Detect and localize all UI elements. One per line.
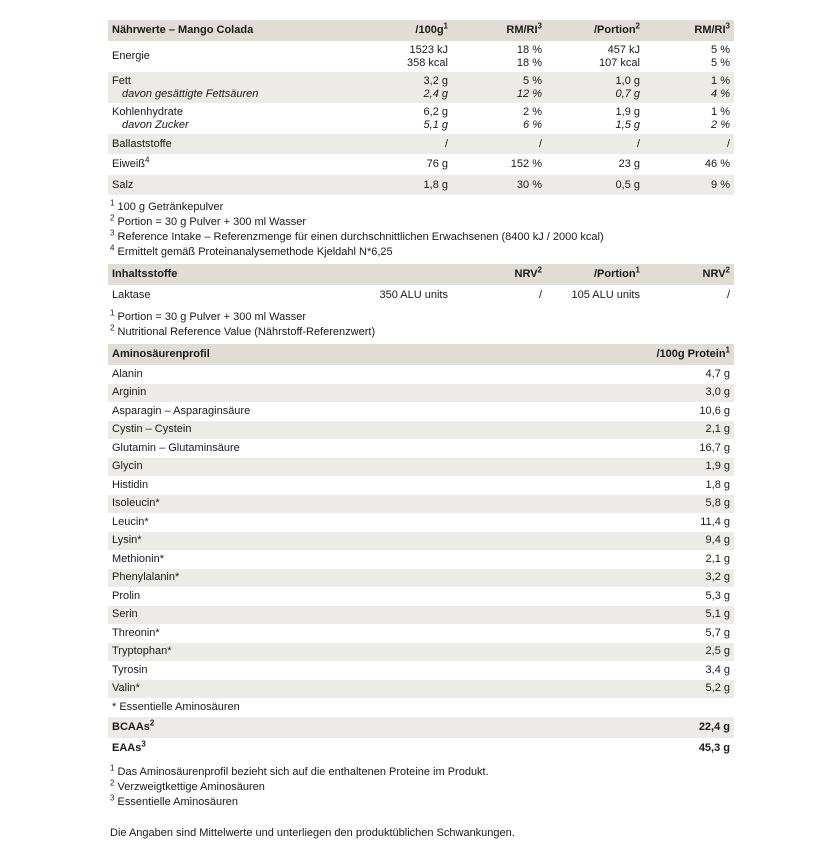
bcaa-value: 22,4 g — [568, 717, 734, 738]
row-value: / — [644, 134, 734, 154]
row-value: 18 % 18 % — [516, 43, 542, 69]
amino-acid-value: 16,7 g — [699, 441, 730, 454]
per100-protein-header: /100g Protein$^1$ — [568, 344, 734, 365]
nrv-header: NRV$^2$ — [452, 264, 546, 285]
bcaa-row — [108, 717, 734, 738]
amino-acid-value: 2,1 g — [705, 552, 730, 565]
table-row — [108, 72, 734, 103]
nutrition-header-row — [108, 20, 734, 41]
table-row — [108, 154, 734, 175]
row-value: 1,8 g — [378, 175, 452, 195]
row-value: 457 kJ 107 kcal — [599, 43, 640, 69]
amino-acid-name: Valin* — [108, 680, 568, 699]
table-row — [108, 103, 734, 134]
per100-header: $/100g^1$ — [378, 20, 452, 41]
row-label: Fett davon gesättigte Fettsäuren — [108, 72, 378, 103]
amino-acid-name: Alanin — [112, 367, 143, 380]
amino-acid-name: Glycin — [108, 458, 568, 477]
footnote: $^3$ Essentielle Aminosäuren — [110, 793, 238, 808]
nutrition-footnotes — [108, 195, 734, 264]
row-value: / — [726, 289, 730, 301]
eaa-row — [108, 738, 734, 759]
amino-acid-name: Leucin* — [112, 515, 149, 528]
nutrition-title: Nährwerte – Mango Colada — [108, 20, 378, 41]
nutrition-table — [108, 20, 734, 195]
table-row — [108, 476, 734, 495]
footnote: $^1$ Portion = 30 g Pulver + 300 ml Wasser — [110, 308, 307, 323]
eaa-label: EAAs$^3$ — [112, 739, 146, 754]
row-value: 1523 kJ 358 kcal — [407, 43, 448, 69]
table-row — [108, 587, 734, 606]
table-row — [108, 550, 734, 569]
table-row — [108, 134, 734, 154]
row-value: 1 % 2 % — [711, 105, 730, 131]
amino-acid-name: Histidin — [112, 478, 149, 491]
amino-header-row — [108, 344, 734, 365]
table-row — [108, 439, 734, 458]
row-value: 3,2 g 2,4 g — [378, 72, 452, 103]
row-label: Laktase — [112, 289, 151, 301]
footnote: $^4$ Ermittelt gemäß Proteinanalysemethode Kjeldahl N*6,25 — [110, 243, 393, 258]
row-value: 6,2 g 5,1 g — [423, 105, 448, 131]
row-label: Ballaststoffe — [108, 134, 378, 154]
amino-acid-name: Phenylalanin* — [108, 569, 568, 588]
amino-acid-name: Lysin* — [108, 532, 568, 551]
row-label: Energie — [112, 50, 150, 62]
amino-acid-value: 5,2 g — [568, 680, 734, 699]
amino-acid-value: 1,9 g — [568, 458, 734, 477]
amino-acid-name: Cystin – Cystein — [108, 421, 568, 440]
amino-acid-value: 3,0 g — [568, 384, 734, 403]
row-value: 5 % 12 % — [452, 72, 546, 103]
table-row — [108, 495, 734, 514]
amino-footnotes — [108, 759, 734, 814]
row-value: 2 % 6 % — [523, 105, 542, 131]
row-value: 46 % — [704, 158, 730, 170]
ingredients-header-row — [108, 264, 734, 285]
row-value: 350 ALU units — [379, 289, 448, 301]
row-value: 5 % 5 % — [711, 43, 730, 69]
row-value: 1,9 g 1,5 g — [615, 105, 640, 131]
amino-acid-value: 3,4 g — [705, 663, 730, 676]
row-value: 9 % — [644, 175, 734, 195]
row-value: / — [378, 134, 452, 154]
amino-acid-name: Prolin — [112, 589, 141, 602]
rm-ri-portion-header: $RM/RI^3$ — [644, 20, 734, 41]
row-value: 76 g — [426, 158, 448, 170]
table-row — [108, 384, 734, 403]
amino-acid-name: Asparagin – Asparaginsäure — [112, 404, 251, 417]
amino-title: Aminosäurenprofil — [108, 344, 568, 365]
row-label: Salz — [108, 175, 378, 195]
row-label: Eiweiß$^4$ — [112, 155, 150, 170]
row-value: 30 % — [452, 175, 546, 195]
table-row — [108, 513, 734, 532]
row-value: / — [538, 289, 542, 301]
table-row — [108, 606, 734, 625]
footnote: $^2$ Nutritional Reference Value (Nährstoff-Referenzwert) — [110, 323, 376, 338]
row-value: / — [546, 134, 644, 154]
row-value: 105 ALU units — [571, 289, 640, 301]
amino-acid-name: Tyrosin — [112, 663, 148, 676]
row-label: Kohlenhydrate davon Zucker — [112, 105, 189, 131]
row-value: / — [452, 134, 546, 154]
amino-acid-value: 11,4 g — [700, 515, 730, 528]
per-portion-header: /Portion$^1$ — [546, 264, 644, 285]
ingredients-table — [108, 264, 734, 306]
table-row — [108, 532, 734, 551]
amino-acid-value: 9,4 g — [568, 532, 734, 551]
table-row — [108, 624, 734, 643]
footnote: $^1$ Das Aminosäurenprofil bezieht sich auf die enthaltenen Proteine im Produkt. — [110, 763, 489, 778]
amino-acid-name: Tryptophan* — [108, 643, 568, 662]
table-row — [108, 365, 734, 384]
table-row — [108, 421, 734, 440]
table-row — [108, 680, 734, 699]
row-value: 0,5 g — [546, 175, 644, 195]
amino-acid-name: Threonin* — [112, 626, 160, 639]
row-value: 23 g — [618, 158, 640, 170]
amino-acid-value: 1,8 g — [705, 478, 730, 491]
amino-acid-name: Arginin — [108, 384, 568, 403]
table-row — [108, 41, 734, 72]
eaa-value: 45,3 g — [698, 742, 730, 754]
bcaa-label: BCAAs$^2$ — [108, 717, 568, 738]
table-row — [108, 643, 734, 662]
footnote: $^2$ Portion = 30 g Pulver + 300 ml Wasser — [110, 213, 307, 228]
amino-acid-name: Glutamin – Glutaminsäure — [112, 441, 240, 454]
footnote: $^2$ Verzweigtkettige Aminosäuren — [110, 778, 265, 793]
nrv-portion-header: NRV$^2$ — [644, 264, 734, 285]
row-value: 152 % — [510, 158, 542, 170]
table-row — [108, 569, 734, 588]
table-row — [108, 458, 734, 477]
amino-acid-value: 3,2 g — [568, 569, 734, 588]
essential-note-row — [108, 698, 734, 717]
table-row — [108, 661, 734, 680]
footnote: $^1$ 100 g Getränkepulver — [110, 198, 224, 213]
row-value: 1 % 4 % — [644, 72, 734, 103]
amino-acid-value: 2,5 g — [568, 643, 734, 662]
table-row — [108, 285, 734, 306]
nutrition-document — [108, 20, 734, 841]
row-value: 1,0 g 0,7 g — [546, 72, 644, 103]
disclaimer: Die Angaben sind Mittelwerte und unterliegen den produktüblichen Schwankungen. — [110, 827, 515, 839]
footnote: $^3$ Reference Intake – Referenzmenge für einen durchschnittlichen Erwachsenen (8400 kJ / 2000 kcal) — [110, 228, 604, 243]
table-row — [108, 175, 734, 195]
amino-acid-name: Serin — [108, 606, 568, 625]
per-portion-header: /Portion$^2$ — [546, 20, 644, 41]
amino-acid-name: Isoleucin* — [108, 495, 568, 514]
amino-acid-value: 10,6 g — [699, 404, 730, 417]
amino-acid-value: 4,7 g — [705, 367, 730, 380]
amino-acid-value: 5,8 g — [568, 495, 734, 514]
amino-acid-name: Methionin* — [112, 552, 164, 565]
amino-acid-value: 5,1 g — [568, 606, 734, 625]
amino-acid-table — [108, 344, 734, 759]
amino-acid-value: 5,7 g — [705, 626, 730, 639]
rm-ri-header: $RM/RI^3$ — [452, 20, 546, 41]
amino-acid-value: 2,1 g — [568, 421, 734, 440]
ingredients-title: Inhaltsstoffe — [108, 264, 288, 285]
essential-note: * Essentielle Aminosäuren — [112, 701, 240, 713]
ingredients-footnotes — [108, 306, 734, 344]
amino-acid-value: 5,3 g — [705, 589, 730, 602]
table-row — [108, 402, 734, 421]
